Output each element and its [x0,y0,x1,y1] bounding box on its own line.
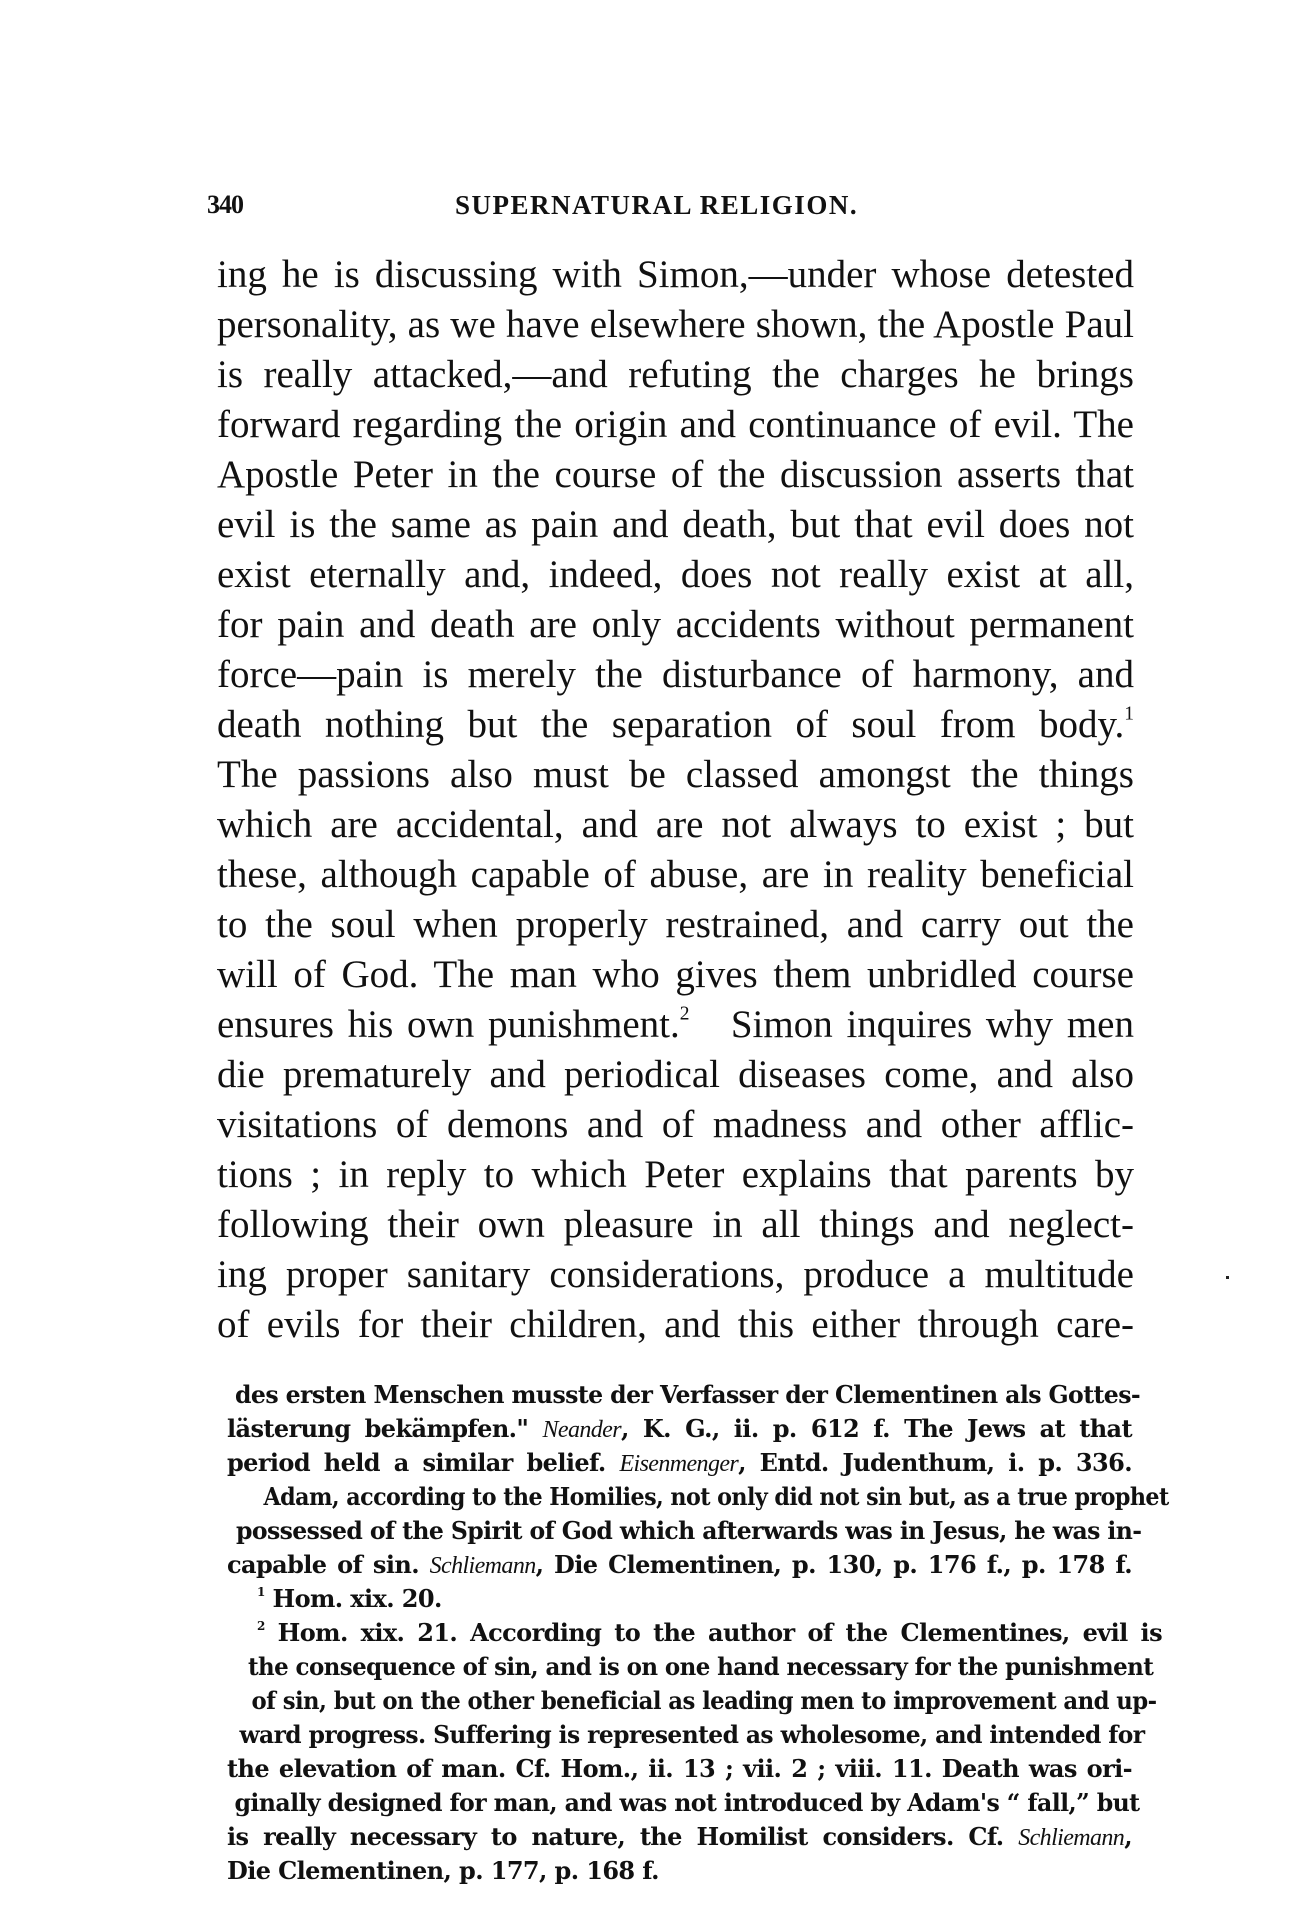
footnote-ref-2: 2 [679,1003,690,1025]
body-line: exist eternally and, indeed, does not really exist at all, [217,553,1134,596]
footnote-line: the elevation of man. Cf. Hom., ii. 13 ; vii. 2 ; viii. 11. Death was ori- [227,1754,1132,1783]
body-line: Apostle Peter in the course of the discussion asserts that [217,453,1134,496]
body-line: The passions also must be classed amongst the things [217,753,1134,796]
footnote-text: , Entd. Judenthum, i. p. 336. [738,1448,1132,1477]
footnote-text: , Die Clementinen, p. 130, p. 176 f., p. 178 f. [535,1550,1132,1579]
body-line: visitations of demons and of madness and other afflic- [217,1103,1134,1146]
footnote-marker-1: 1 [257,1585,265,1600]
footnote-text: Hom. xix. 21. According to the author of the Clementines, evil is [277,1618,1162,1647]
body-line: following their own pleasure in all things and neglect- [217,1203,1134,1246]
body-line: forward regarding the origin and continuance of evil. The [217,403,1134,446]
footnote-line [227,1446,1132,1480]
footnote-line: des ersten Menschen musste der Verfasser der Clementinen als Gottes- [235,1380,1141,1409]
footnote-line: Die Clementinen, p. 177, p. 168 f. [227,1856,659,1885]
footnote-line: of sin, but on the other beneficial as leading men to improvement and up- [251,1686,1157,1715]
body-line: ing proper sanitary considerations, produce a multitude [217,1253,1134,1296]
body-line: die prematurely and periodical diseases come, and also [217,1053,1134,1096]
body-line-text: ensures his own punishment. [217,1003,680,1046]
page-number: 340 [207,190,243,219]
footnote-line: the consequence of sin, and is on one hand necessary for the punishment [248,1652,1154,1681]
body-line: ing he is discussing with Simon,—under whose detested [217,253,1134,296]
footnote-ref-1: 1 [1124,703,1134,725]
body-line: which are accidental, and are not always to exist ; but [217,803,1134,846]
running-title: SUPERNATURAL RELIGION. [455,190,859,220]
footnote-line [227,1548,1132,1582]
footnote-text: period held a similar belief. [227,1448,606,1477]
body-line: is really attacked,—and refuting the charges he brings [217,353,1134,396]
body-line [217,1000,1134,1050]
scan-speck [1226,1276,1229,1279]
body-line: evil is the same as pain and death, but that evil does not [217,503,1134,546]
footnote-line: possessed of the Spirit of God which afterwards was in Jesus, he was in- [236,1516,1142,1545]
body-line: will of God. The man who gives them unbridled course [217,953,1134,996]
footnote-1 [257,1582,1162,1616]
footnote-text: Hom. xix. 20. [272,1584,442,1613]
footnote-line [227,1820,1132,1854]
body-line: these, although capable of abuse, are in reality beneficial [217,853,1134,896]
footnote-text: capable of sin. [227,1550,419,1579]
body-line: to the soul when properly restrained, and carry out the [217,903,1134,946]
running-head [207,190,1133,220]
body-line: personality, as we have elsewhere shown, the Apostle Paul [217,303,1134,346]
body-line: tions ; in reply to which Peter explains that parents by [217,1153,1134,1196]
body-line-text: Simon inquires why men [730,1003,1134,1046]
footnote-line: Adam, according to the Homilies, not only did not sin but, as a true prophet [263,1482,1169,1511]
body-line-text: death nothing but the separation of soul from body. [217,703,1125,746]
body-line [217,700,1134,750]
footnote-text: , K. G., ii. p. 612 f. The Jews at that [620,1414,1132,1443]
footnote-text: is really necessary to nature, the Homilist considers. Cf. [227,1822,1004,1851]
body-line: force—pain is merely the disturbance of harmony, and [217,653,1134,696]
footnote-line [227,1412,1132,1446]
footnote-line: ward progress. Suffering is represented as wholesome, and intended for [239,1720,1145,1749]
footnote-text: lästerung bekämpfen." [227,1414,529,1443]
footnote-text: , [1124,1822,1132,1851]
author-name: Schliemann [429,1553,536,1579]
footnote-2 [257,1616,1162,1650]
footnote-line: ginally designed for man, and was not introduced by Adam's “ fall,” but [234,1788,1140,1817]
body-line: for pain and death are only accidents without permanent [217,603,1134,646]
footnote-marker-2: 2 [257,1619,265,1634]
body-line: of evils for their children, and this either through care- [217,1303,1134,1346]
author-name: Eisenmenger [619,1451,739,1477]
author-name: Schliemann [1018,1825,1125,1851]
author-name: Neander [542,1417,621,1443]
